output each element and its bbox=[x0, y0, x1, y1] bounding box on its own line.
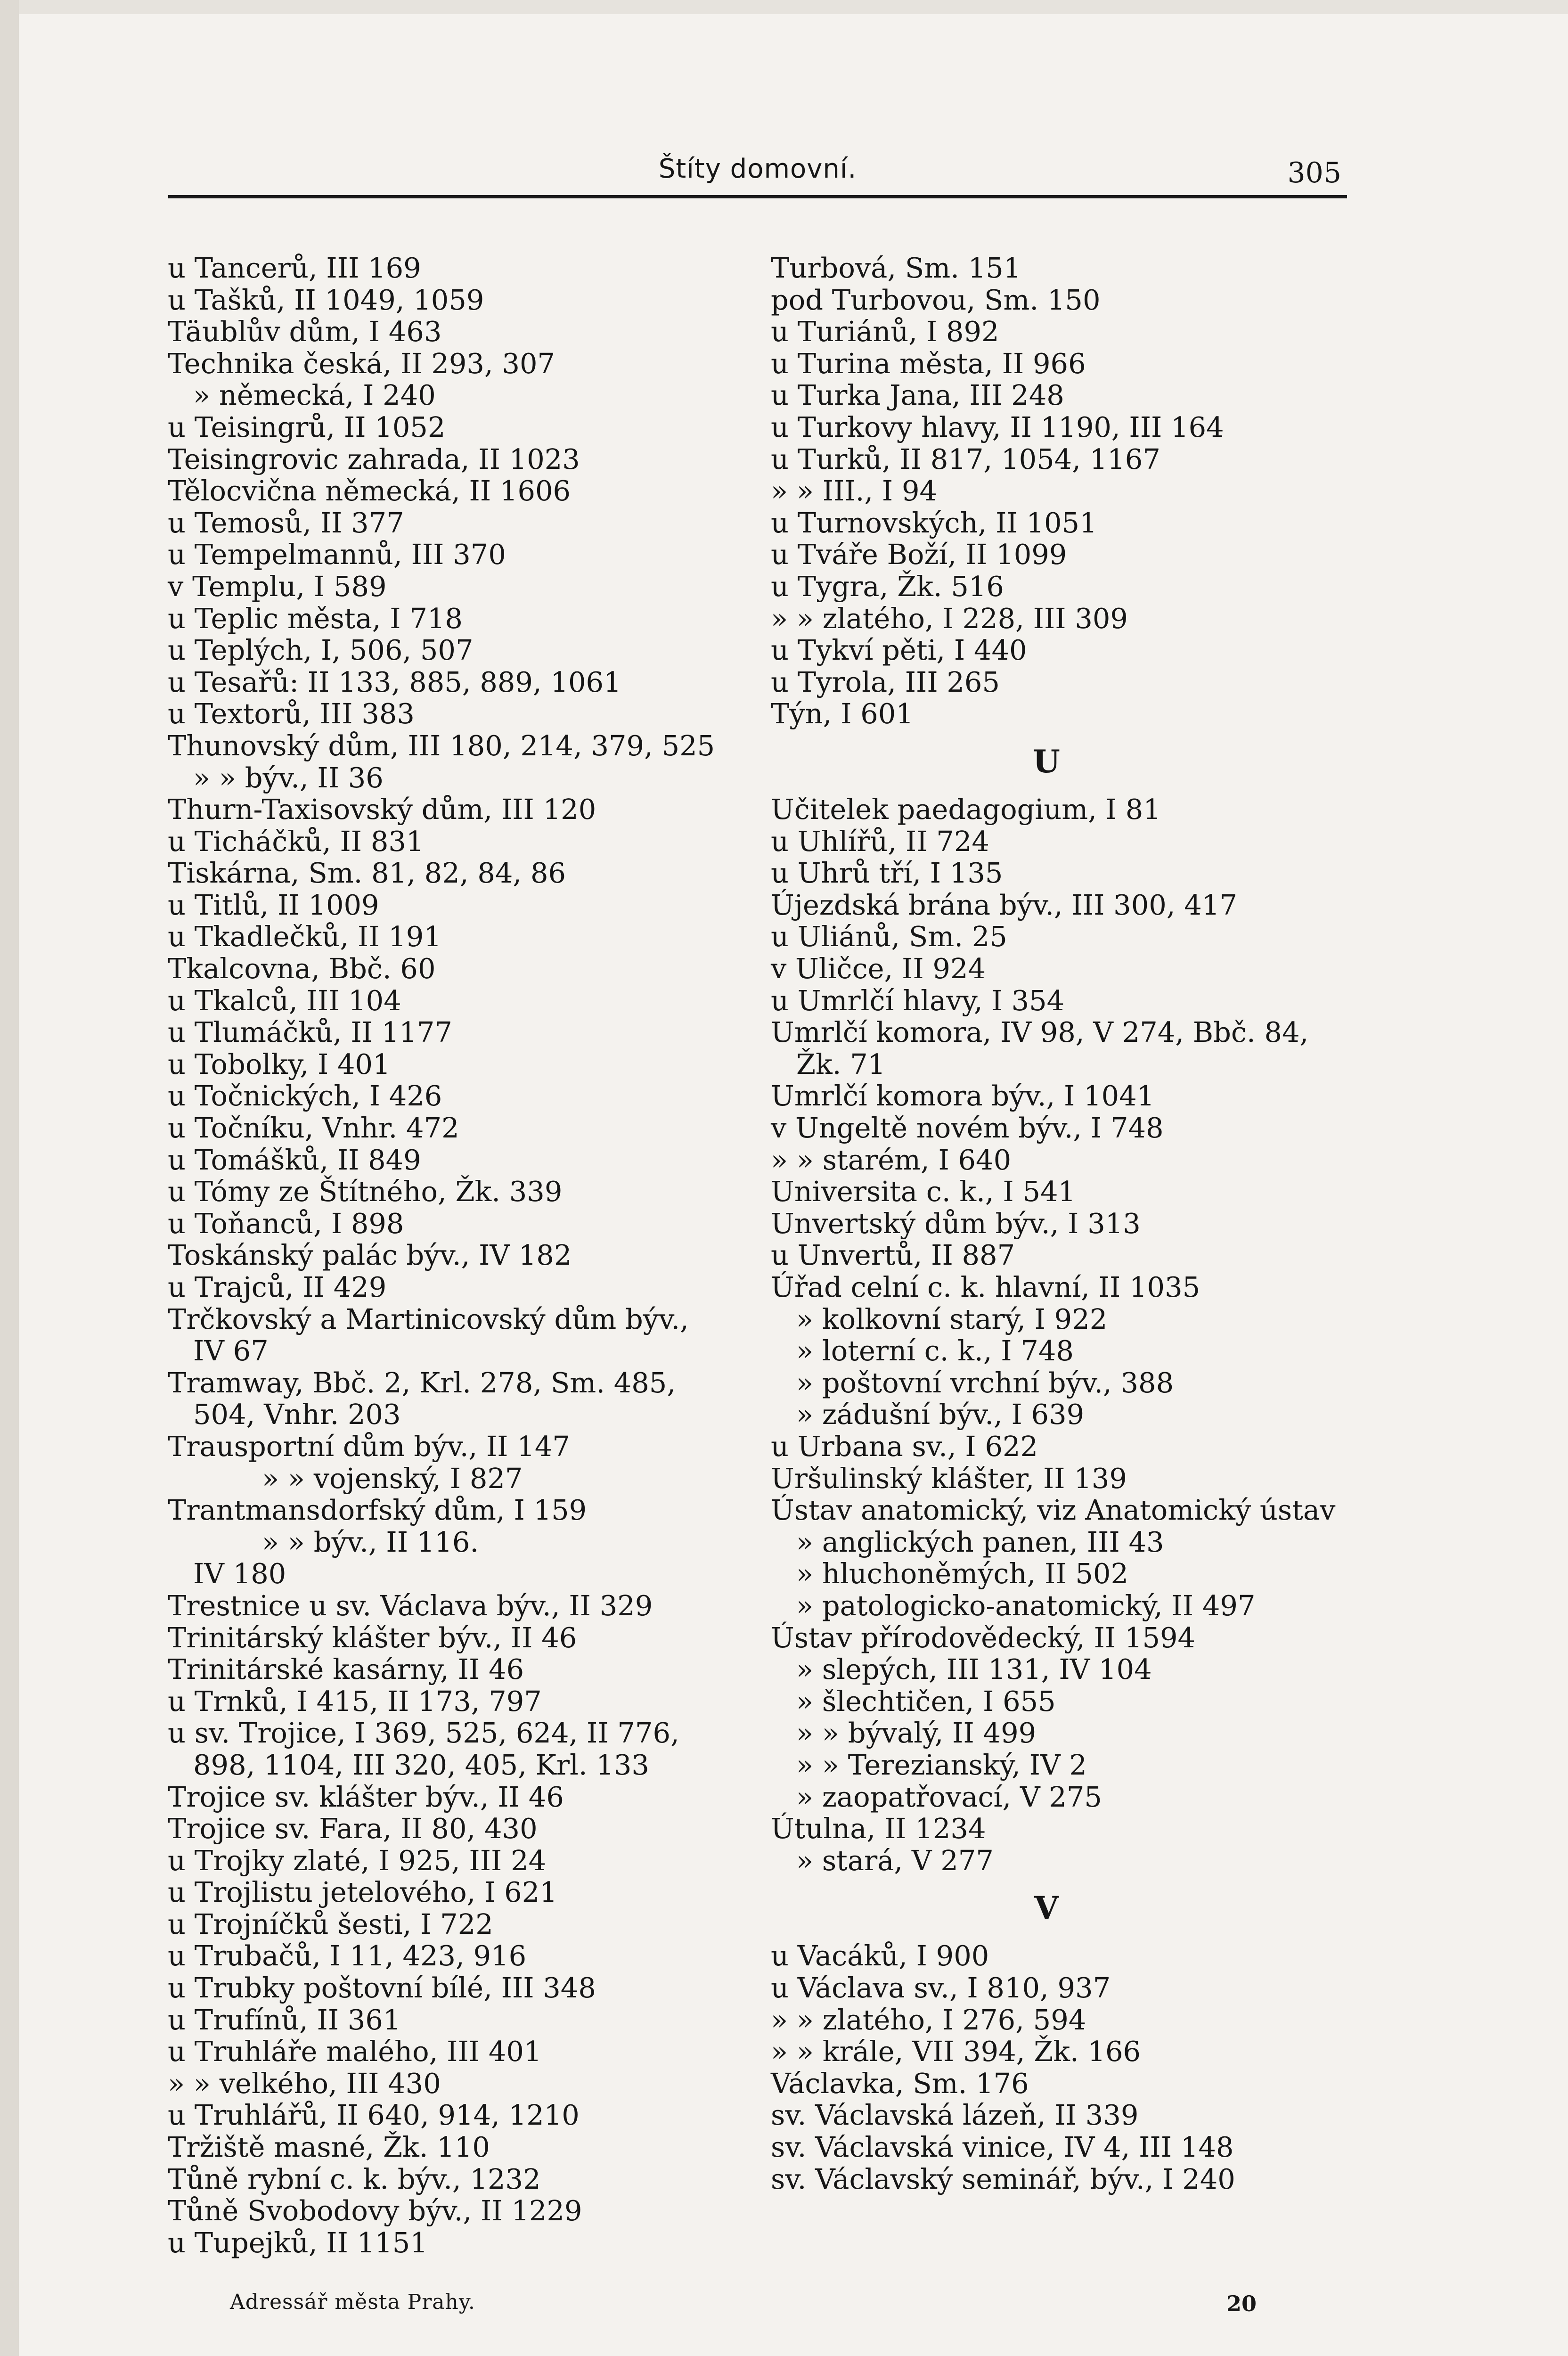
index-entry: u Tómy ze Štítného, Žk. 339 bbox=[168, 1175, 563, 1208]
index-entry: u Tancerů, III 169 bbox=[168, 252, 421, 284]
index-entry: » » Terezianský, IV 2 bbox=[796, 1748, 1087, 1781]
index-entry: u Teplic města, I 718 bbox=[168, 602, 463, 635]
index-entry: Teisingrovic zahrada, II 1023 bbox=[168, 442, 580, 475]
index-entry: IV 180 bbox=[193, 1557, 286, 1590]
index-entry: u Tkadlečků, II 191 bbox=[168, 920, 441, 953]
index-entry: » » bývalý, II 499 bbox=[796, 1717, 1037, 1750]
index-entry: » » III., I 94 bbox=[771, 474, 938, 507]
index-entry: u Truhlářů, II 640, 914, 1210 bbox=[168, 2099, 580, 2132]
left-column bbox=[168, 252, 780, 2258]
index-entry: u Tykví pěti, I 440 bbox=[771, 634, 1027, 667]
index-entry: » hluchoněmých, II 502 bbox=[796, 1557, 1129, 1590]
index-entry: » slepých, III 131, IV 104 bbox=[796, 1653, 1152, 1686]
index-entry: u Tygra, Žk. 516 bbox=[771, 570, 1004, 603]
index-entry: u Turka Jana, III 248 bbox=[771, 379, 1064, 412]
index-entry: u Titlů, II 1009 bbox=[168, 888, 379, 921]
right-column bbox=[771, 252, 1350, 2195]
index-entry: Unvertský dům býv., I 313 bbox=[771, 1207, 1141, 1240]
index-entry: » německá, I 240 bbox=[193, 379, 436, 412]
index-entry: Týn, I 601 bbox=[771, 697, 914, 730]
index-entry: u Unvertů, II 887 bbox=[771, 1239, 1015, 1272]
index-entry: u Turků, II 817, 1054, 1167 bbox=[771, 442, 1160, 475]
index-entry: u Trubky poštovní bílé, III 348 bbox=[168, 1972, 596, 2004]
index-entry: Tiskárna, Sm. 81, 82, 84, 86 bbox=[168, 857, 566, 890]
index-entry: » » býv., II 116. bbox=[262, 1525, 479, 1558]
index-entry: u Turiánů, I 892 bbox=[771, 315, 999, 348]
index-entry: u Trubačů, I 11, 423, 916 bbox=[168, 1939, 527, 1972]
index-entry: Trinitárský klášter býv., II 46 bbox=[168, 1621, 577, 1654]
index-entry: Tělocvična německá, II 1606 bbox=[168, 474, 571, 507]
index-entry: Uršulinský klášter, II 139 bbox=[771, 1462, 1127, 1495]
index-entry: u Tupejků, II 1151 bbox=[168, 2226, 428, 2259]
index-entry: » šlechtičen, I 655 bbox=[796, 1685, 1056, 1718]
index-entry: » poštovní vrchní býv., 388 bbox=[796, 1366, 1174, 1399]
index-entry: » zaopatřovací, V 275 bbox=[796, 1780, 1102, 1813]
index-entry: Újezdská brána býv., III 300, 417 bbox=[771, 888, 1237, 921]
running-header bbox=[168, 150, 1347, 198]
index-entry: Universita c. k., I 541 bbox=[771, 1175, 1076, 1208]
index-entry: u Turina města, II 966 bbox=[771, 347, 1086, 380]
index-entry: sv. Václavský seminář, býv., I 240 bbox=[771, 2162, 1235, 2195]
index-entry: u Trufínů, II 361 bbox=[168, 2003, 401, 2036]
footer-signature: 20 bbox=[1226, 2291, 1257, 2316]
index-entry: u Tyrola, III 265 bbox=[771, 665, 1000, 698]
index-entry: u Trojníčků šesti, I 722 bbox=[168, 1907, 493, 1940]
index-entry: 504, Vnhr. 203 bbox=[193, 1398, 401, 1431]
index-entry: v Templu, I 589 bbox=[168, 570, 387, 603]
index-entry: u Tempelmannů, III 370 bbox=[168, 538, 506, 571]
index-entry: » patologicko-anatomický, II 497 bbox=[796, 1589, 1256, 1622]
index-entry: v Uličce, II 924 bbox=[771, 952, 986, 985]
index-entry: sv. Václavská vinice, IV 4, III 148 bbox=[771, 2131, 1234, 2164]
index-entry: u Turkovy hlavy, II 1190, III 164 bbox=[771, 410, 1224, 443]
index-entry: pod Turbovou, Sm. 150 bbox=[771, 283, 1101, 316]
index-entry: » » velkého, III 430 bbox=[168, 2067, 441, 2100]
index-entry: Täublův dům, I 463 bbox=[168, 315, 442, 348]
index-entry: Ústav anatomický, viz Anatomický ústav bbox=[771, 1494, 1336, 1527]
index-entry: u Točníku, Vnhr. 472 bbox=[168, 1112, 459, 1145]
index-entry: Thunovský dům, III 180, 214, 379, 525 bbox=[168, 729, 715, 762]
page-edge-left bbox=[0, 0, 19, 2356]
index-entry: Tramway, Bbč. 2, Krl. 278, Sm. 485, bbox=[168, 1366, 676, 1399]
index-entry: u Tesařů: II 133, 885, 889, 1061 bbox=[168, 665, 621, 698]
index-entry: u Truhláře malého, III 401 bbox=[168, 2035, 542, 2068]
index-entry: » anglických panen, III 43 bbox=[796, 1525, 1164, 1558]
index-entry: 898, 1104, III 320, 405, Krl. 133 bbox=[193, 1748, 649, 1781]
index-entry: u Teplých, I, 506, 507 bbox=[168, 634, 474, 667]
index-entry: u Tlumáčků, II 1177 bbox=[168, 1016, 452, 1049]
index-entry: u Trnků, I 415, II 173, 797 bbox=[168, 1685, 542, 1718]
index-entry: Tůně rybní c. k. býv., 1232 bbox=[168, 2162, 541, 2195]
index-entry: » » starém, I 640 bbox=[771, 1143, 1012, 1176]
index-entry: » » zlatého, I 276, 594 bbox=[771, 2003, 1086, 2036]
index-entry: u Uhrů tří, I 135 bbox=[771, 857, 1003, 890]
index-entry: Tržiště masné, Žk. 110 bbox=[168, 2131, 490, 2164]
index-entry: u Ticháčků, II 831 bbox=[168, 825, 424, 858]
index-entry: u Uliánů, Sm. 25 bbox=[771, 920, 1007, 953]
index-entry: » zádušní býv., I 639 bbox=[796, 1398, 1085, 1431]
header-title: Štíty domovní. bbox=[658, 154, 857, 184]
index-entry: » » vojenský, I 827 bbox=[262, 1462, 523, 1495]
section-letter: V bbox=[1034, 1890, 1059, 1927]
section-letter: U bbox=[1033, 743, 1060, 780]
index-entry: u Tobolky, I 401 bbox=[168, 1047, 391, 1080]
index-entry: u Trajců, II 429 bbox=[168, 1271, 387, 1303]
index-entry: » loterní c. k., I 748 bbox=[796, 1334, 1074, 1367]
index-entry: u Tomášků, II 849 bbox=[168, 1143, 421, 1176]
index-entry: Úřad celní c. k. hlavní, II 1035 bbox=[771, 1271, 1200, 1303]
index-entry: u Tašků, II 1049, 1059 bbox=[168, 283, 484, 316]
index-entry: Umrlčí komora býv., I 1041 bbox=[771, 1080, 1155, 1113]
index-entry: Trestnice u sv. Václava býv., II 329 bbox=[168, 1589, 653, 1622]
index-entry: u Textorů, III 383 bbox=[168, 697, 415, 730]
index-entry: u Vacáků, I 900 bbox=[771, 1939, 989, 1972]
index-entry: u Uhlířů, II 724 bbox=[771, 825, 989, 858]
index-entry: » stará, V 277 bbox=[796, 1844, 994, 1877]
index-entry: Václavka, Sm. 176 bbox=[771, 2067, 1029, 2100]
index-entry: Toskánský palác býv., IV 182 bbox=[168, 1239, 572, 1272]
index-entry: » » zlatého, I 228, III 309 bbox=[771, 602, 1128, 635]
index-entry: u Temosů, II 377 bbox=[168, 506, 404, 539]
index-entry: u Urbana sv., I 622 bbox=[771, 1430, 1038, 1463]
index-entry: u sv. Trojice, I 369, 525, 624, II 776, bbox=[168, 1717, 679, 1750]
index-entry: » kolkovní starý, I 922 bbox=[796, 1302, 1108, 1335]
index-entry: u Točnických, I 426 bbox=[168, 1080, 442, 1113]
index-entry: u Umrlčí hlavy, I 354 bbox=[771, 984, 1065, 1017]
index-entry: Trojice sv. klášter býv., II 46 bbox=[168, 1780, 564, 1813]
index-entry: Turbová, Sm. 151 bbox=[771, 252, 1021, 284]
footer-publication: Adressář města Prahy. bbox=[230, 2290, 475, 2314]
index-entry: u Trojlistu jetelového, I 621 bbox=[168, 1876, 557, 1909]
index-entry: sv. Václavská lázeň, II 339 bbox=[771, 2099, 1139, 2132]
index-entry: u Václava sv., I 810, 937 bbox=[771, 1972, 1111, 2004]
index-entry: Učitelek paedagogium, I 81 bbox=[771, 793, 1161, 826]
index-entry: Tůně Svobodovy býv., II 1229 bbox=[168, 2194, 582, 2227]
index-entry: Trojice sv. Fara, II 80, 430 bbox=[168, 1812, 538, 1845]
index-entry: u Toňanců, I 898 bbox=[168, 1207, 404, 1240]
index-entry: u Teisingrů, II 1052 bbox=[168, 410, 446, 443]
index-entry: u Turnovských, II 1051 bbox=[771, 506, 1097, 539]
index-entry: u Tváře Boží, II 1099 bbox=[771, 538, 1067, 571]
index-entry: Technika česká, II 293, 307 bbox=[168, 347, 555, 380]
index-entry: Thurn-Taxisovský dům, III 120 bbox=[168, 793, 596, 826]
index-entry: u Trojky zlaté, I 925, III 24 bbox=[168, 1844, 547, 1877]
index-entry: Trčkovský a Martinicovský dům býv., bbox=[168, 1302, 689, 1335]
index-entry: IV 67 bbox=[193, 1334, 269, 1367]
index-entry: Tkalcovna, Bbč. 60 bbox=[168, 952, 436, 985]
index-entry: Útulna, II 1234 bbox=[771, 1812, 986, 1845]
index-entry: u Tkalců, III 104 bbox=[168, 984, 401, 1017]
page-edge-top bbox=[0, 0, 1568, 14]
index-entry: Umrlčí komora, IV 98, V 274, Bbč. 84, bbox=[771, 1016, 1309, 1049]
index-entry: Trinitárské kasárny, II 46 bbox=[168, 1653, 524, 1686]
index-entry: Trantmansdorfský dům, I 159 bbox=[168, 1494, 587, 1527]
index-entry: Žk. 71 bbox=[796, 1047, 886, 1080]
index-entry: v Ungeltě novém býv., I 748 bbox=[771, 1112, 1164, 1145]
index-entry: » » býv., II 36 bbox=[193, 761, 384, 794]
index-entry: Trausportní dům býv., II 147 bbox=[168, 1430, 570, 1463]
index-entry: Ústav přírodovědecký, II 1594 bbox=[771, 1621, 1196, 1654]
index-entry: » » krále, VII 394, Žk. 166 bbox=[771, 2035, 1141, 2068]
page-number: 305 bbox=[1287, 156, 1341, 189]
